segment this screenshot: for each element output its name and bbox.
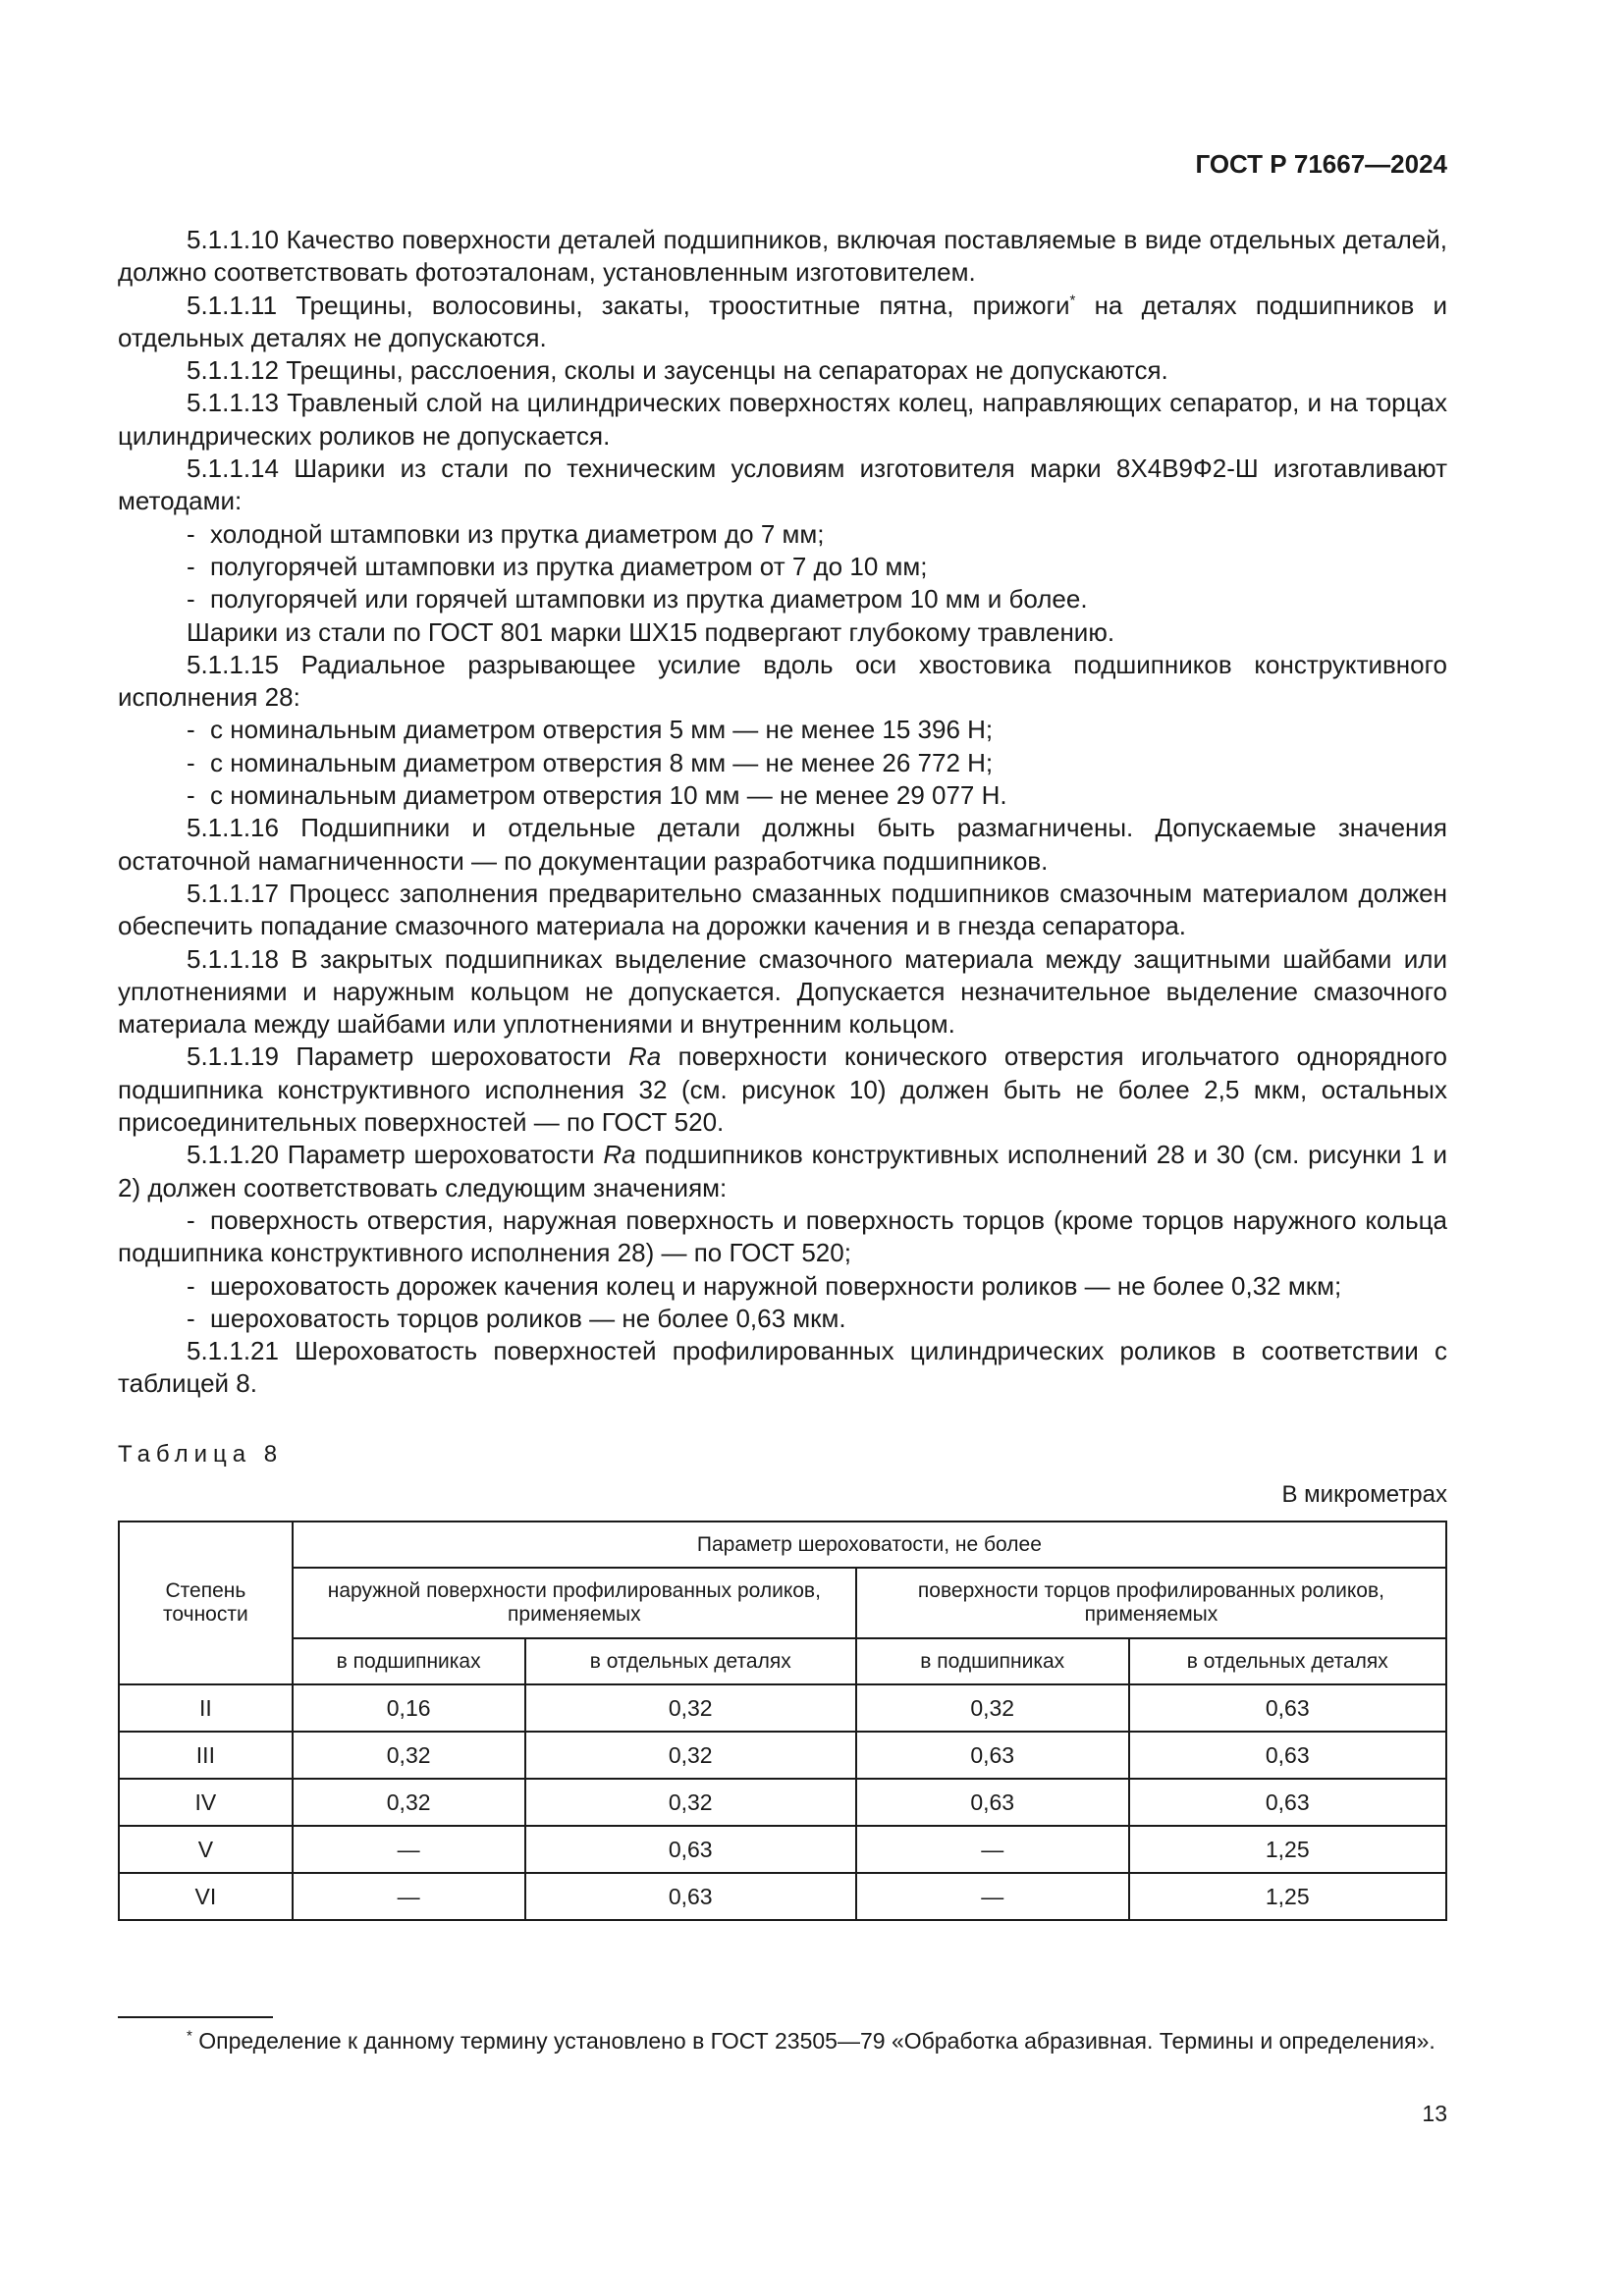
list-dash: - bbox=[187, 584, 195, 614]
header-in-bearings: в подшипниках bbox=[856, 1638, 1129, 1684]
paragraph-text: 5.1.1.19 Параметр шероховатости bbox=[187, 1041, 629, 1072]
table-cell: 0,32 bbox=[293, 1779, 525, 1826]
table-cell: V bbox=[119, 1826, 293, 1873]
footnote bbox=[118, 2025, 1447, 2057]
table-cell: III bbox=[119, 1732, 293, 1779]
table-cell: — bbox=[856, 1873, 1129, 1920]
header-in-parts: в отдельных деталях bbox=[1129, 1638, 1446, 1684]
list-item bbox=[118, 1270, 1447, 1303]
paragraph-text: поверхности конического отверстия игольчатого однорядного подшипника конструктивного исполнения 32 (см. рисунок 10) должен быть не более 2,5 мкм, остальных присоединительных поверхностей — по ГОСТ 520. bbox=[118, 1041, 1447, 1138]
header-in-parts: в отдельных деталях bbox=[525, 1638, 856, 1684]
paragraph-5-1-1-14: 5.1.1.14 Шарики из стали по техническим условиям изготовителя марки 8Х4В9Ф2-Ш изготавливают методами: bbox=[118, 454, 1447, 516]
roughness-symbol: Ra bbox=[628, 1041, 662, 1072]
table-cell: 0,32 bbox=[856, 1684, 1129, 1732]
list-item bbox=[118, 1204, 1447, 1270]
table-unit: В микрометрах bbox=[1281, 1481, 1447, 1508]
paragraph-5-1-1-21: 5.1.1.21 Шероховатость поверхностей профилированных цилиндрических роликов в соответствии с таблицей 8. bbox=[118, 1336, 1447, 1399]
paragraph-text: 5.1.1.20 Параметр шероховатости bbox=[187, 1140, 604, 1170]
table-cell: 0,32 bbox=[525, 1779, 856, 1826]
list-dash: - bbox=[187, 747, 195, 777]
table-cell: 0,32 bbox=[525, 1684, 856, 1732]
list-item bbox=[118, 551, 1447, 583]
list-item-text: с номинальным диаметром отверстия 8 мм — не менее 26 772 Н; bbox=[210, 747, 994, 777]
footnote-divider bbox=[118, 2016, 273, 2018]
paragraph-5-1-1-18: 5.1.1.18 В закрытых подшипниках выделение смазочного материала между защитными шайбами или уплотнениями и наружным кольцом не допускается. Допускается незначительное выделение смазочного материала между шайбами или уплотнениями и внутренним кольцом. bbox=[118, 943, 1447, 1040]
list-item bbox=[118, 583, 1447, 615]
table-cell: IV bbox=[119, 1779, 293, 1826]
list-dash: - bbox=[187, 780, 195, 811]
list-item-text: шероховатость дорожек качения колец и наружной поверхности роликов — не более 0,32 мкм; bbox=[210, 1270, 1342, 1301]
list-dash: - bbox=[187, 551, 195, 581]
list-item-text: с номинальным диаметром отверстия 5 мм — не менее 15 396 Н; bbox=[210, 715, 994, 745]
paragraph-5-1-1-12: 5.1.1.12 Трещины, расслоения, сколы и заусенцы на сепараторах не допускаются. bbox=[187, 355, 1168, 386]
paragraph-5-1-1-16: 5.1.1.16 Подшипники и отдельные детали должны быть размагничены. Допускаемые значения остаточной намагниченности — по документации разработчика подшипников. bbox=[118, 813, 1447, 876]
list-dash: - bbox=[187, 715, 195, 745]
table-cell: 0,63 bbox=[1129, 1779, 1446, 1826]
document-code: ГОСТ Р 71667—2024 bbox=[1195, 149, 1447, 179]
roughness-symbol: Ra bbox=[603, 1140, 636, 1170]
list-item-text: с номинальным диаметром отверстия 10 мм — не менее 29 077 Н. bbox=[210, 780, 1007, 811]
list-dash: - bbox=[187, 1270, 195, 1301]
list-item-text: полугорячей или горячей штамповки из прутка диаметром 10 мм и более. bbox=[210, 584, 1088, 614]
paragraph-5-1-1-13: 5.1.1.13 Травленый слой на цилиндрических поверхностях колец, направляющих сепаратор, и на торцах цилиндрических роликов не допускается. bbox=[118, 388, 1447, 451]
table-cell: 0,32 bbox=[525, 1732, 856, 1779]
paragraph-5-1-1-11 bbox=[118, 290, 1447, 355]
paragraph-text: подшипников конструктивных исполнений 28 и 30 (см. рисунки 1 и 2) должен соответствовать следующим значениям: bbox=[118, 1140, 1447, 1202]
list-item-text: холодной штамповки из прутка диаметром до 7 мм; bbox=[210, 518, 825, 549]
table-cell: 0,63 bbox=[525, 1873, 856, 1920]
list-dash: - bbox=[187, 1303, 195, 1333]
list-item-text: полугорячей штамповки из прутка диаметром от 7 до 10 мм; bbox=[210, 551, 928, 581]
paragraph-5-1-1-14-note: Шарики из стали по ГОСТ 801 марки ШХ15 подвергают глубокому травлению. bbox=[187, 616, 1115, 647]
paragraph-5-1-1-10: 5.1.1.10 Качество поверхности деталей подшипников, включая поставляемые в виде отдельных деталей, должно соответствовать фотоэталонам, установленным изготовителем. bbox=[118, 225, 1447, 288]
table-cell: 0,63 bbox=[856, 1732, 1129, 1779]
table-cell: 0,16 bbox=[293, 1684, 525, 1732]
list-item bbox=[118, 779, 1447, 812]
header-end-surface: поверхности торцов профилированных роликов, применяемых bbox=[856, 1568, 1446, 1638]
body-text bbox=[118, 224, 1447, 1401]
list-item bbox=[118, 518, 1447, 551]
table-caption: Таблица 8 bbox=[118, 1441, 284, 1468]
table-cell: 1,25 bbox=[1129, 1826, 1446, 1873]
list-item-text: поверхность отверстия, наружная поверхность и поверхность торцов (кроме торцов наружного кольца подшипника конструктивного исполнения 28) — по ГОСТ 520; bbox=[118, 1204, 1447, 1268]
paragraph-5-1-1-20 bbox=[118, 1139, 1447, 1204]
table-cell: 0,63 bbox=[1129, 1732, 1446, 1779]
paragraph-text: на деталях подшипников и отдельных деталях не допускаются. bbox=[118, 290, 1447, 352]
table-cell: — bbox=[856, 1826, 1129, 1873]
table-cell: 0,63 bbox=[525, 1826, 856, 1873]
table-cell: II bbox=[119, 1684, 293, 1732]
table-cell: 0,63 bbox=[856, 1779, 1129, 1826]
footnote-mark: * bbox=[187, 2027, 192, 2045]
table-row bbox=[119, 1732, 1446, 1779]
table-row bbox=[119, 1873, 1446, 1920]
paragraph-5-1-1-19 bbox=[118, 1041, 1447, 1139]
table-row bbox=[119, 1684, 1446, 1732]
table-cell: 0,63 bbox=[1129, 1684, 1446, 1732]
list-item-text: шероховатость торцов роликов — не более 0,63 мкм. bbox=[210, 1303, 846, 1333]
paragraph-5-1-1-15: 5.1.1.15 Радиальное разрывающее усилие вдоль оси хвостовика подшипников конструктивного исполнения 28: bbox=[118, 649, 1447, 713]
list-item bbox=[118, 747, 1447, 779]
table-cell: 0,32 bbox=[293, 1732, 525, 1779]
list-dash: - bbox=[187, 1204, 195, 1235]
footnote-reference: * bbox=[1069, 291, 1076, 308]
table-cell: — bbox=[293, 1873, 525, 1920]
table-cell: 1,25 bbox=[1129, 1873, 1446, 1920]
table-cell: VI bbox=[119, 1873, 293, 1920]
header-accuracy-class: Степень точности bbox=[119, 1522, 293, 1684]
list-item bbox=[118, 714, 1447, 746]
roughness-table bbox=[118, 1521, 1447, 1921]
page-number: 13 bbox=[1422, 2101, 1447, 2126]
header-outer-surface: наружной поверхности профилированных роликов, применяемых bbox=[293, 1568, 856, 1638]
paragraph-text: 5.1.1.11 Трещины, волосовины, закаты, трооститные пятна, прижоги bbox=[187, 290, 1070, 320]
table-row bbox=[119, 1779, 1446, 1826]
list-dash: - bbox=[187, 518, 195, 549]
table-row bbox=[119, 1826, 1446, 1873]
table-cell: — bbox=[293, 1826, 525, 1873]
header-in-bearings: в подшипниках bbox=[293, 1638, 525, 1684]
list-item bbox=[118, 1303, 1447, 1335]
paragraph-5-1-1-17: 5.1.1.17 Процесс заполнения предварительно смазанных подшипников смазочным материалом должен обеспечить попадание смазочного материала на дорожки качения и в гнезда сепаратора. bbox=[118, 878, 1447, 941]
footnote-text: Определение к данному термину установлено в ГОСТ 23505—79 «Обработка абразивная. Термины и определения». bbox=[191, 2028, 1435, 2054]
header-roughness-parameter: Параметр шероховатости, не более bbox=[293, 1522, 1446, 1568]
